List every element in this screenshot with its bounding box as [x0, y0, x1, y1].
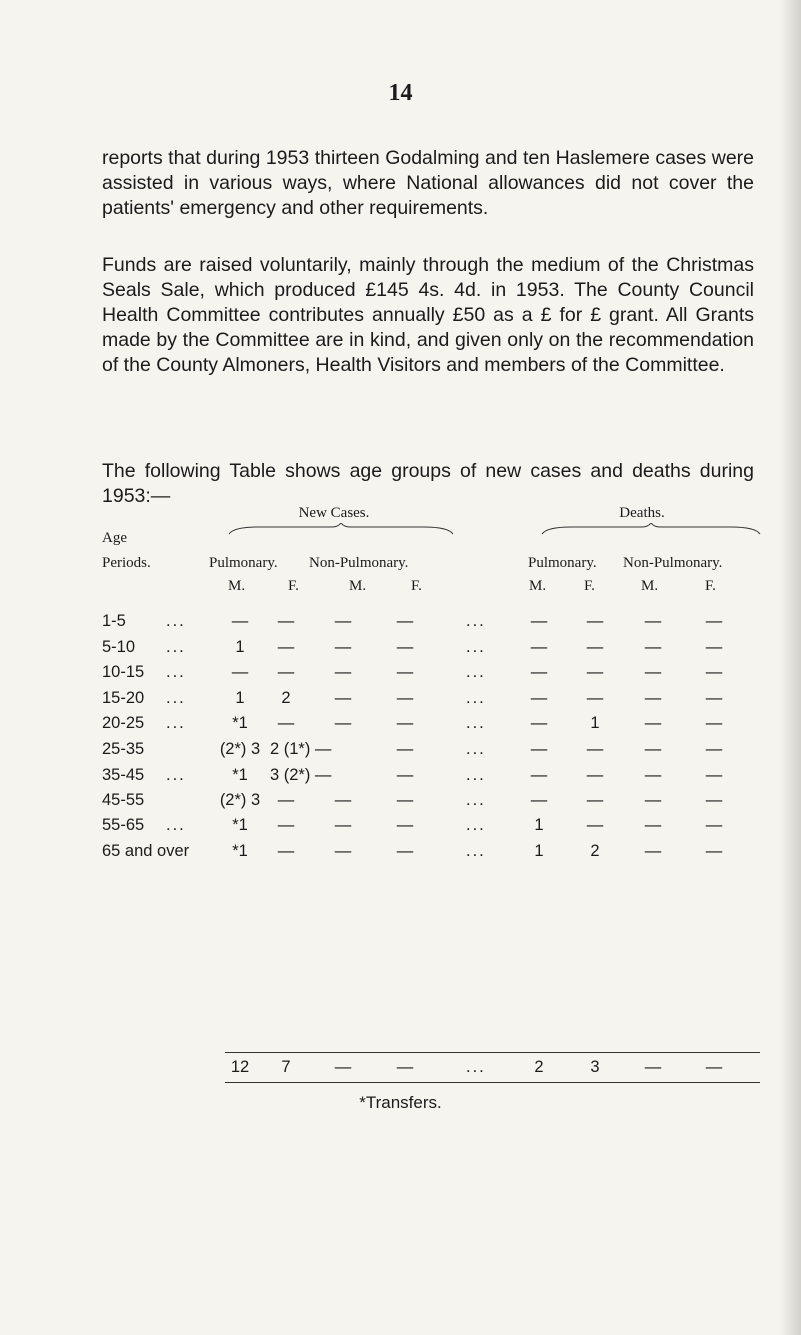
leader-dots: ... — [166, 638, 186, 656]
deaths-pulmonary-header: Pulmonary. — [528, 555, 597, 571]
table-cell: *1 — [232, 842, 248, 860]
leader-dots: ... — [166, 766, 186, 784]
table-row — [0, 791, 801, 811]
table-row — [0, 714, 801, 734]
table-cell: *1 — [232, 766, 248, 784]
table-cell: — — [334, 816, 352, 834]
table-cell: — — [705, 740, 723, 758]
table-cell: 1 — [590, 714, 600, 732]
age-header: Age — [102, 530, 127, 546]
table-cell: — — [530, 740, 548, 758]
table-cell: — — [644, 689, 662, 707]
table-cell: — — [705, 638, 723, 656]
total-cell: 7 — [281, 1058, 291, 1076]
table-cell: — — [277, 663, 295, 681]
page-number: 14 — [388, 80, 413, 106]
age-period-cell: 25-35 — [102, 740, 145, 758]
deaths-brace — [541, 523, 761, 535]
table-cell: — — [277, 791, 295, 809]
table-cell: — — [644, 612, 662, 630]
table-cell: — — [277, 612, 295, 630]
table-cell: — — [396, 689, 414, 707]
table-cell: — — [334, 791, 352, 809]
leader-dots: ... — [166, 663, 186, 681]
new-nonpulm-m-header: M. — [349, 578, 367, 594]
total-dots: ... — [466, 1058, 486, 1076]
new-pulm-m-header: M. — [228, 578, 246, 594]
table-cell: — — [644, 816, 662, 834]
total-cell: — — [705, 1058, 723, 1076]
footnote: *Transfers. — [359, 1093, 442, 1112]
table-row — [0, 816, 801, 836]
table-cell: — — [586, 689, 604, 707]
table-cell: — — [530, 714, 548, 732]
table-cell: — — [396, 791, 414, 809]
separator-dots: ... — [466, 714, 486, 732]
total-cell: — — [396, 1058, 414, 1076]
table-cell: — — [396, 816, 414, 834]
table-row — [0, 740, 801, 760]
table-cell: 2 — [590, 842, 600, 860]
age-period-cell: 55-65 — [102, 816, 145, 834]
separator-dots: ... — [466, 791, 486, 809]
table-cell: 2 (1*) — — [270, 740, 332, 758]
age-period-cell: 15-20 — [102, 689, 145, 707]
periods-header: Periods. — [102, 555, 151, 571]
table-cell: — — [530, 638, 548, 656]
age-period-cell: 10-15 — [102, 663, 145, 681]
table-cell: — — [277, 842, 295, 860]
leader-dots: ... — [166, 714, 186, 732]
table-cell: — — [334, 638, 352, 656]
table-cell: — — [334, 663, 352, 681]
deaths-non-pulmonary-header: Non-Pulmonary. — [623, 555, 723, 571]
table-cell: — — [705, 791, 723, 809]
table-cell: — — [644, 842, 662, 860]
table-cell: — — [396, 740, 414, 758]
table-cell: — — [396, 663, 414, 681]
new-non-pulmonary-header: Non-Pulmonary. — [309, 555, 409, 571]
age-period-cell: 45-55 — [102, 791, 145, 809]
table-cell: — — [586, 740, 604, 758]
total-rule-top — [225, 1052, 760, 1053]
new-pulm-f-header: F. — [288, 578, 299, 594]
table-row — [0, 689, 801, 709]
table-cell: *1 — [232, 714, 248, 732]
table-row — [0, 663, 801, 683]
table-cell: *1 — [232, 816, 248, 834]
table-cell: — — [396, 638, 414, 656]
table-cell: — — [277, 816, 295, 834]
table-cell: 1 — [235, 638, 245, 656]
table-cell: — — [396, 766, 414, 784]
separator-dots: ... — [466, 689, 486, 707]
table-cell: — — [705, 816, 723, 834]
table-row — [0, 612, 801, 632]
table-cell: — — [586, 612, 604, 630]
table-cell: — — [396, 612, 414, 630]
table-cell: — — [644, 714, 662, 732]
table-cell: — — [530, 791, 548, 809]
table-cell: 2 — [281, 689, 291, 707]
table-row — [0, 842, 801, 862]
table-cell: — — [644, 663, 662, 681]
age-period-cell: 65 and over — [102, 842, 190, 860]
age-period-cell: 1-5 — [102, 612, 126, 630]
table-cell: — — [705, 663, 723, 681]
total-cell: 12 — [230, 1058, 250, 1076]
total-cell: — — [644, 1058, 662, 1076]
table-cell: — — [277, 638, 295, 656]
table-cell: — — [530, 612, 548, 630]
paragraph-3: The following Table shows age groups of new cases and deaths during 1953:— — [102, 460, 754, 507]
table-row — [0, 638, 801, 658]
table-cell: — — [277, 714, 295, 732]
table-row — [0, 766, 801, 786]
table-cell: — — [705, 612, 723, 630]
table-cell: — — [586, 816, 604, 834]
table-cell: — — [644, 791, 662, 809]
total-rule-bottom — [225, 1082, 760, 1083]
table-cell: (2*) 3 — [219, 740, 261, 758]
separator-dots: ... — [466, 638, 486, 656]
separator-dots: ... — [466, 663, 486, 681]
separator-dots: ... — [466, 766, 486, 784]
separator-dots: ... — [466, 816, 486, 834]
table-cell: — — [586, 791, 604, 809]
total-cell: 3 — [590, 1058, 600, 1076]
leader-dots: ... — [166, 816, 186, 834]
table-cell: — — [586, 766, 604, 784]
table-cell: 1 — [534, 842, 544, 860]
table-cell: — — [705, 689, 723, 707]
deaths-header: Deaths. — [619, 505, 665, 521]
leader-dots: ... — [166, 689, 186, 707]
deaths-nonpulm-m-header: M. — [641, 578, 659, 594]
table-cell: — — [644, 766, 662, 784]
table-cell: — — [334, 842, 352, 860]
table-cell: — — [396, 714, 414, 732]
age-period-cell: 5-10 — [102, 638, 136, 656]
table-cell: (2*) 3 — [219, 791, 261, 809]
new-cases-brace — [228, 523, 454, 535]
table-cell: — — [231, 663, 249, 681]
deaths-pulm-m-header: M. — [529, 578, 547, 594]
new-nonpulm-f-header: F. — [411, 578, 422, 594]
separator-dots: ... — [466, 612, 486, 630]
leader-dots: ... — [166, 612, 186, 630]
table-cell: — — [334, 714, 352, 732]
new-cases-header: New Cases. — [298, 505, 370, 521]
age-period-cell: 20-25 — [102, 714, 145, 732]
table-cell: — — [530, 689, 548, 707]
table-cell: 3 (2*) — — [270, 766, 332, 784]
paragraph-1: reports that during 1953 thirteen Godalming and ten Haslemere cases were assisted in various ways, where National allowances did not cover the patients' emergency and other requirements. — [102, 147, 754, 219]
separator-dots: ... — [466, 740, 486, 758]
table-cell: 1 — [534, 816, 544, 834]
table-cell: — — [586, 663, 604, 681]
total-cell: 2 — [534, 1058, 544, 1076]
table-cell: — — [705, 842, 723, 860]
table-cell: — — [530, 663, 548, 681]
table-cell: — — [530, 766, 548, 784]
new-pulmonary-header: Pulmonary. — [209, 555, 278, 571]
table-cell: 1 — [235, 689, 245, 707]
table-cell: — — [231, 612, 249, 630]
table-cell: — — [586, 638, 604, 656]
paragraph-2: Funds are raised voluntarily, mainly through the medium of the Christmas Seals Sale, which produced £145 4s. 4d. in 1953. The County Council Health Committee contributes annually £50 as a £ for £ grant. All Grants made by the Committee are in kind, and given only on the recommendation of the County Almoners, Health Visitors and members of the Committee. — [102, 254, 754, 376]
deaths-nonpulm-f-header: F. — [705, 578, 716, 594]
total-cell: — — [334, 1058, 352, 1076]
totals-row — [0, 1058, 801, 1078]
table-cell: — — [644, 638, 662, 656]
table-cell: — — [396, 842, 414, 860]
table-cell: — — [705, 714, 723, 732]
table-cell: — — [644, 740, 662, 758]
table-cell: — — [334, 612, 352, 630]
table-cell: — — [705, 766, 723, 784]
deaths-pulm-f-header: F. — [584, 578, 595, 594]
age-period-cell: 35-45 — [102, 766, 145, 784]
table-cell: — — [334, 689, 352, 707]
separator-dots: ... — [466, 842, 486, 860]
